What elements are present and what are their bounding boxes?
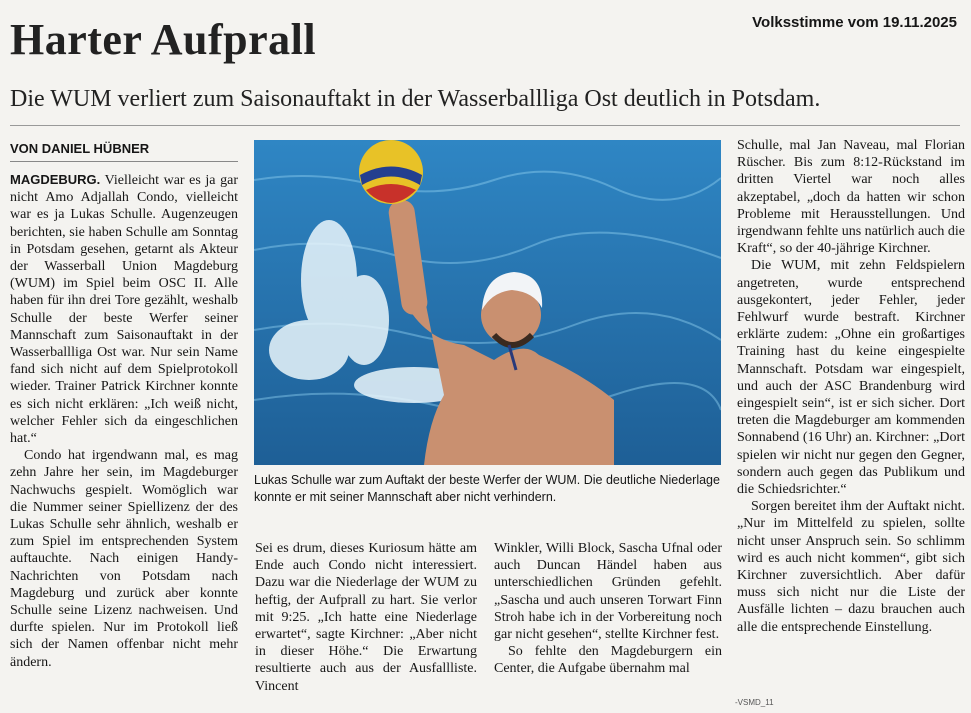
subheadline: Die WUM verliert zum Saisonauftakt in der Wasserballliga Ost deutlich in Potsdam.	[10, 86, 821, 112]
paragraph-text: Vielleicht war es ja gar nicht Amo Adjallah Condo, vielleicht war es ja Lukas Schulle. Augenzeugen berichten, sie haben Schulle am Sonntag in Potsdam gesehen, getarnt als Akteur der Wasserball Union Magdeburg (WUM) im Spiel beim OSC II. Alle haben für ihn drei Tore gezählt, weshalb Schulle der beste Werfer seiner Mannschaft zum Saisonauftakt in der Wasserballliga Ost war. Nur sein Name fand sich nicht auf dem Spielprotokoll wieder. Trainer Patrick Kirchner konnte es sich nicht erklären: „Ich weiß nicht, welcher Fehler sich da eingeschlichen hat.“	[10, 173, 238, 447]
paragraph: So fehlte den Magdeburgern ein Center, die Aufgabe übernahm mal	[494, 644, 722, 677]
page-footer-code: -VSMD_11	[735, 698, 774, 707]
photo-illustration	[254, 140, 721, 465]
article-column-2	[255, 540, 477, 695]
photo-caption: Lukas Schulle war zum Auftakt der beste Werfer der WUM. Die deutliche Niederlage konnte er mit seiner Mannschaft aber nicht verhindern.	[254, 473, 720, 504]
paragraph: Die WUM, mit zehn Feldspielern angetreten, wurde entsprechend ausgekontert, jeder Fehler, jeder Fehlwurf wurde bestraft. Kirchner erklärte zudem: „Ohne ein großartiges Training hast du keine eingespielte Mannschaft. Potsdam war eingespielt, und auch der ASC Brandenburg wird eingespielt sein“, ist er sich sicher. Dort treten die Magdeburger am kommenden Sonnabend (16 Uhr) an. Kirchner: „Dort spielen wir nicht nur gegen den Gegner, sondern auch gegen das Publikum und die Schiedsrichter.“	[737, 258, 965, 498]
article-column-3	[494, 540, 722, 678]
paragraph: Sei es drum, dieses Kuriosum hätte am Ende auch Condo nicht interessiert. Dazu war die Niederlage der WUM zu heftig, der Aufprall zu hart. Sie verlor mit 9:25. „Ich hatte eine Niederlage erwartet“, sagte Kirchner: „Aber nicht in dieser Höhe.“ Die Erwartung resultierte auch aus der Ausfallliste. Vincent	[255, 541, 477, 694]
water-polo-player-photo	[254, 140, 721, 465]
byline: VON DANIEL HÜBNER	[10, 141, 150, 156]
paragraph: Winkler, Willi Block, Sascha Ufnal oder auch Duncan Händel haben aus unterschiedlichen Gründen gefehlt. „Sascha und auch unseren Torwart Finn Stroh habe ich in der Vorbereitung noch gar nicht gesehen“, stellte Kirchner fest.	[494, 541, 722, 643]
article-column-1	[10, 171, 238, 671]
paragraph	[10, 171, 238, 447]
headline: Harter Aufprall	[10, 15, 317, 64]
divider	[10, 125, 960, 126]
dateline: MAGDEBURG.	[10, 172, 101, 187]
article-column-4	[737, 137, 965, 636]
paragraph: Condo hat irgendwann mal, es mag zehn Jahre her sein, im Magdeburger Nachwuchs gespielt. Womöglich war die Nummer seiner Spiellizenz der des Lukas Schulle sehr ähnlich, weshalb er zum Spiel im entsprechenden System auftauchte. Nach einigen Handy-Nachrichten von Potsdam nach Magdeburg und zurück aber konnte Schulle seine Lizenz nachweisen. Und durfte spielen. Nur im Protokoll ließ sich der Namen offenbar nicht mehr ändern.	[10, 448, 238, 670]
publication-date: Volksstimme vom 19.11.2025	[752, 14, 957, 31]
paragraph: Schulle, mal Jan Naveau, mal Florian Rüscher. Bis zum 8:12-Rückstand im dritten Viertel war noch alles akzeptabel, „doch da hatten wir schon Probleme mit Herausstellungen. Und irgendwann fehlte uns natürlich auch die Kraft“, so der 40-jährige Kirchner.	[737, 138, 965, 257]
byline-divider	[10, 161, 238, 162]
paragraph: Sorgen bereitet ihm der Auftakt nicht. „Nur im Mittelfeld zu spielen, sollte nicht unser Anspruch sein. So schlimm wird es auch nicht kommen“, gibt sich Kirchner zuversichtlich. Aber dafür muss sich nicht nur die Liste der Ausfälle lichten – dazu brauchen auch alle die entsprechende Einstellung.	[737, 499, 965, 635]
